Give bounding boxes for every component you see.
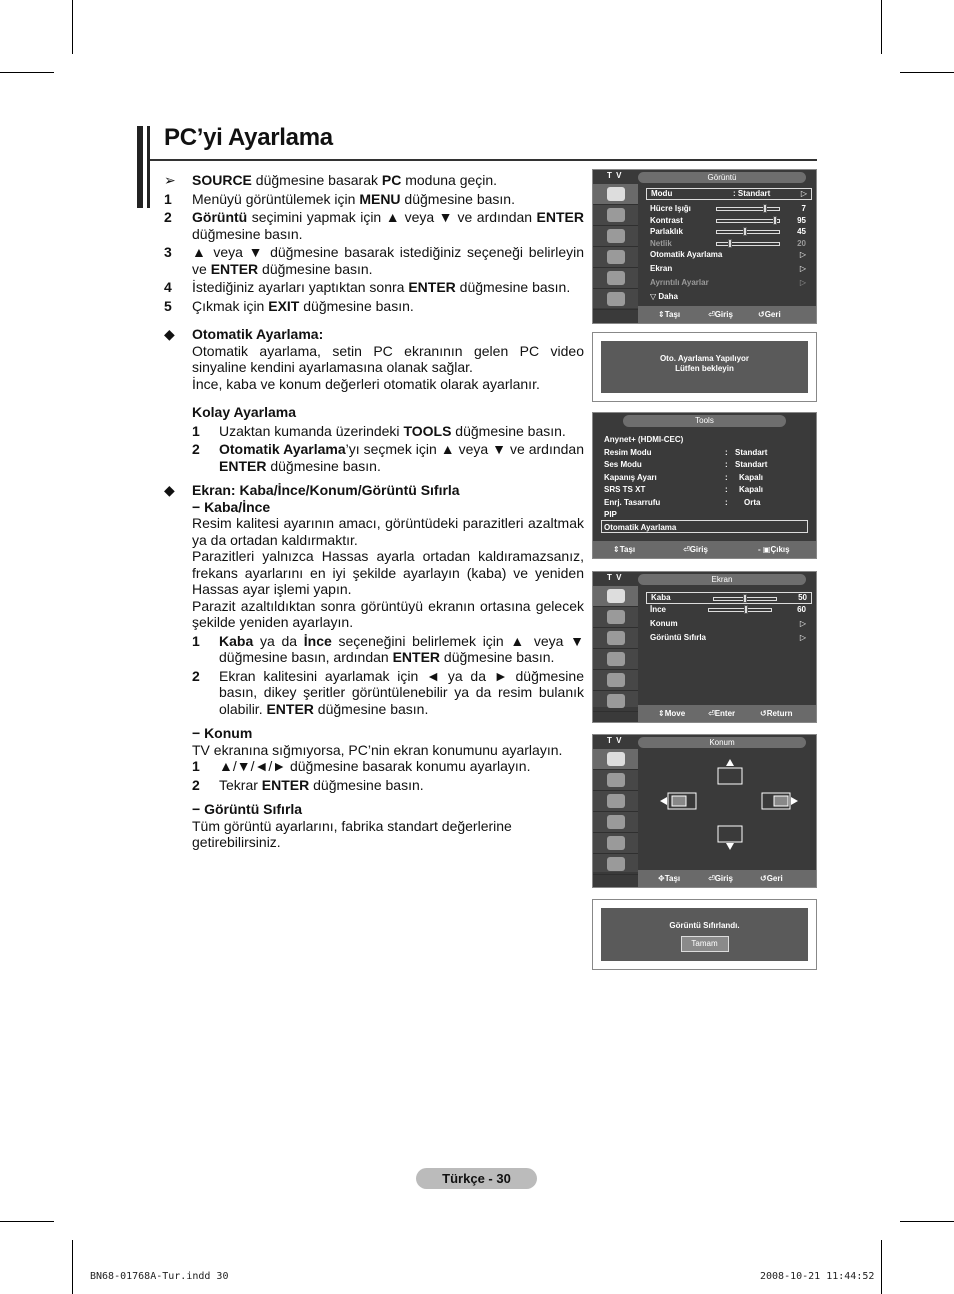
position-step-2 [192, 777, 584, 794]
step-text: ▲/▼/◄/► düğmesine basarak konumu ayarlayın. [219, 758, 531, 774]
move-hint: ✥ Taşı [658, 874, 681, 883]
enter-hint: ⏎ Giriş [708, 310, 733, 319]
step-4 [164, 279, 584, 296]
picture-icon[interactable] [593, 749, 638, 770]
arrow-icon: ➢ [164, 172, 176, 188]
paragraph: Tüm görüntü ayarlarını, fabrika standart değerlerine getirebilirsiniz. [192, 817, 512, 850]
step-text: düğmesine basın. [440, 649, 555, 665]
step-text: düğmesine basın. [309, 776, 424, 793]
menu-header: Konum [638, 737, 806, 748]
arrow-right-icon: ▷ [799, 619, 806, 628]
slider-row[interactable] [638, 215, 816, 227]
crop-mark [72, 0, 73, 54]
step-text: ’yı seçmek için ▲ veya ▼ ve ardından [345, 441, 584, 457]
slider-value: 60 [797, 605, 806, 614]
crop-mark [900, 1221, 954, 1222]
slider-value: 50 [798, 593, 807, 602]
item-label: Otomatik Ayarlama [650, 250, 723, 259]
osd-footer [638, 306, 816, 323]
menu-header: Tools [623, 415, 786, 427]
step-text: Görüntü [192, 209, 248, 225]
item-label: Modu [651, 189, 673, 198]
slider-row[interactable] [638, 226, 816, 238]
item-label: Kontrast [650, 215, 683, 225]
setup-icon[interactable] [593, 247, 638, 268]
step-text: Menüyü görüntülemek için [192, 190, 360, 207]
subheading: − Görüntü Sıfırla [192, 801, 303, 817]
osd-sidebar [593, 184, 638, 308]
tools-value: Kapalı [739, 485, 764, 494]
enter-hint: ⏎ Giriş [708, 874, 733, 883]
position-down-arrow[interactable] [718, 826, 742, 850]
channel-icon[interactable] [593, 226, 638, 247]
coarse-step-2 [192, 668, 584, 718]
section-heading: Otomatik Ayarlama: [192, 326, 324, 342]
step-text: düğmesine basın. [299, 297, 414, 314]
osd-footer [638, 705, 816, 722]
step-text: Otomatik Ayarlama [219, 441, 346, 457]
slider-knob[interactable] [743, 227, 747, 236]
menu-item-more[interactable] [638, 291, 816, 303]
auto-adjust-message [592, 332, 817, 402]
step-text: düğmesine basın. [266, 457, 381, 474]
tools-colon: : [725, 447, 728, 457]
paragraph: İnce, kaba ve konum değerleri otomatik olarak ayarlanır. [192, 375, 540, 392]
paragraph: Resim kalitesi ayarının amacı, görüntüdeki parazitleri azaltmak ya da ortadan kaldırmaktır. [192, 515, 584, 548]
slider-knob[interactable] [744, 605, 748, 614]
step-5 [164, 298, 584, 315]
tools-item[interactable]: Anynet+ (HDMI-CEC) [604, 435, 684, 444]
exit-hint: - ▣ Çıkış [758, 545, 790, 554]
step-text: ENTER [392, 649, 441, 665]
step-text: ENTER [261, 776, 310, 793]
step-number: 5 [164, 297, 172, 314]
screen-section [164, 482, 584, 631]
step-text: Çıkmak için [192, 297, 269, 314]
input-icon[interactable] [593, 268, 638, 289]
coarse-step-1 [192, 633, 584, 666]
crop-mark [881, 0, 882, 54]
diamond-bullet-icon: ◆ [164, 482, 175, 498]
picture-icon[interactable] [593, 586, 638, 607]
menu-item-mode[interactable] [646, 188, 812, 200]
input-icon[interactable] [593, 670, 638, 691]
step-text: düğmesine basın. [192, 225, 303, 242]
tools-item[interactable]: Enrj. Tasarrufu [604, 497, 661, 507]
step-text: İnce [303, 632, 332, 649]
slider-knob[interactable] [773, 216, 777, 225]
crop-mark [0, 72, 54, 73]
enter-hint: ⏎ Giriş [683, 545, 708, 554]
slider-knob[interactable] [728, 239, 732, 248]
step-text: düğmesine basın. [455, 279, 571, 295]
step-text: Kaba [219, 632, 254, 649]
menu-item-auto-adjust[interactable] [638, 249, 816, 261]
application-icon[interactable] [593, 854, 638, 875]
tv-label: T V [607, 171, 623, 180]
tools-item[interactable]: Resim Modu [604, 447, 652, 457]
slider-row[interactable] [638, 604, 816, 616]
tools-item[interactable]: PIP [604, 510, 617, 519]
application-icon[interactable] [593, 691, 638, 712]
menu-item-position[interactable] [638, 618, 816, 630]
paragraph: TV ekranına sığmıyorsa, PC’nin ekran konumunu ayarlayın. [192, 741, 563, 758]
slider-track [716, 230, 780, 234]
channel-icon[interactable] [593, 628, 638, 649]
subheading: Kolay Ayarlama [192, 404, 297, 420]
step-text: ENTER [408, 279, 456, 295]
file-slug: BN68-01768A-Tur.indd 30 [90, 1271, 229, 1282]
step-text: düğmesine basın. [313, 700, 429, 717]
step-text: Tekrar [219, 776, 262, 793]
step-text: seçeneğini belirlemek için ▲ veya ▼ düğmesine basın, ardından [219, 632, 584, 665]
step-text: ▲ veya ▼ düğmesine basarak istediğiniz seçeneği belirleyin ve [192, 244, 584, 277]
return-hint: ↺ Geri [760, 874, 783, 883]
step-2 [164, 209, 584, 242]
osd-footer [638, 870, 816, 887]
crop-mark [72, 1240, 73, 1294]
diamond-bullet-icon: ◆ [164, 326, 175, 342]
item-label: Netlik [650, 238, 672, 248]
tv-label: T V [607, 573, 623, 582]
step-number: 2 [192, 667, 200, 684]
paragraph: Parazitleri yalnızca Hassas ayarla ortadan kaldıramazsanız, frekans ayarlarını en iyi şekilde ayarlayın (kaba) ve yeniden Hassas ayar işlemi yapın. [192, 548, 584, 597]
crop-mark [900, 72, 954, 73]
step-text: TOOLS [403, 422, 452, 439]
step-number: 2 [192, 776, 200, 793]
osd-screen-menu [592, 571, 817, 723]
osd-sidebar [593, 749, 638, 872]
menu-item-detailed [638, 277, 816, 289]
tools-value: Standart [735, 447, 768, 457]
tools-item[interactable]: Kapanış Ayarı [604, 472, 657, 482]
step-text: ENTER [210, 260, 259, 277]
setup-icon[interactable] [593, 812, 638, 833]
instructions [164, 172, 584, 851]
slider-value: 95 [797, 215, 806, 225]
arrow-right-icon: ▷ [799, 633, 806, 642]
osd-picture-menu [592, 169, 817, 324]
menu-header: Görüntü [638, 172, 806, 183]
crop-mark [881, 1240, 882, 1294]
osd-sidebar [593, 586, 638, 707]
slider-track [716, 207, 780, 211]
message-text: Lütfen bekleyin [675, 364, 734, 373]
easy-step-1 [192, 423, 584, 440]
step-text: düğmesine basarak [251, 172, 382, 188]
menu-header: Ekran [638, 574, 806, 585]
return-hint: ↺ Return [760, 709, 793, 718]
tools-value: Orta [744, 497, 761, 507]
step-number: 2 [164, 209, 172, 225]
slider-row[interactable] [638, 203, 816, 215]
tools-colon: : [725, 485, 728, 494]
slider-knob[interactable] [763, 204, 767, 213]
page-number-badge: Türkçe - 30 [416, 1168, 537, 1189]
item-label: Konum [650, 619, 678, 628]
position-up-arrow[interactable] [718, 759, 742, 784]
item-label: Ayrıntılı Ayarlar [650, 278, 709, 287]
move-hint: ⇕ Taşı [658, 310, 681, 319]
osd-position-menu [592, 734, 817, 888]
osd-footer [593, 541, 816, 558]
step-1 [164, 191, 584, 208]
date-slug: 2008-10-21 11:44:52 [760, 1271, 875, 1282]
step-text: PC [381, 172, 402, 188]
step-text: MENU [359, 190, 401, 207]
arrow-right-icon: ▷ [799, 278, 806, 287]
slider-row[interactable] [638, 238, 816, 250]
setup-icon[interactable] [593, 649, 638, 670]
paragraph: Parazit azaltıldıktan sonra görüntüyü ekranın ortasına gelecek şekilde yeniden ayarlayın. [192, 597, 584, 630]
position-arrows [638, 749, 818, 872]
step-text: Uzaktan kumanda üzerindeki [219, 422, 404, 439]
title-rule [150, 159, 817, 161]
step-text: düğmesine basın. [451, 422, 566, 439]
application-icon[interactable] [593, 289, 638, 310]
page-title: PC’yi Ayarlama [164, 124, 333, 151]
step-number: 1 [192, 632, 200, 649]
sound-icon[interactable] [593, 205, 638, 226]
item-value: : Standart [733, 189, 771, 198]
tools-colon: : [725, 497, 728, 507]
tools-selection-box [601, 520, 808, 533]
slider-track [716, 242, 780, 246]
osd-tools-menu [592, 412, 817, 559]
step-number: 1 [164, 190, 172, 207]
message-panel [601, 908, 808, 961]
easy-step-2 [192, 441, 584, 474]
slider-row[interactable] [646, 592, 812, 604]
title-decoration [137, 126, 143, 208]
step-text: Ekran kalitesini ayarlamak için ◄ ya da ► düğmesine basın, dikey şeritler görüntülenebilir ya da resim bulanık olabilir. [219, 667, 584, 717]
sound-icon[interactable] [593, 770, 638, 791]
sound-icon[interactable] [593, 607, 638, 628]
crop-mark [0, 1221, 54, 1222]
subheading: − Konum [192, 725, 253, 741]
input-icon[interactable] [593, 833, 638, 854]
step-intro [164, 172, 584, 189]
step-text: ENTER [266, 700, 314, 717]
item-label: ▽ Daha [650, 292, 678, 301]
step-number: 4 [164, 279, 172, 295]
step-number: 1 [192, 758, 200, 774]
item-label: Parlaklık [650, 227, 683, 236]
slider-knob[interactable] [743, 594, 747, 603]
paragraph: Otomatik ayarlama, setin PC ekranının gelen PC video sinyaline kendini ayarlamasına olanak sağlar. [192, 342, 584, 375]
slider-value: 20 [797, 238, 806, 248]
tools-value: Kapalı [739, 472, 764, 482]
item-label: Ekran [650, 264, 673, 273]
step-text: moduna geçin. [401, 172, 498, 188]
step-text: EXIT [268, 297, 300, 314]
tools-item[interactable]: SRS TS XT [604, 485, 646, 494]
menu-item-image-reset[interactable] [638, 632, 816, 644]
move-hint: ⇕ Move [658, 709, 686, 718]
message-panel [601, 341, 808, 393]
step-text: ENTER [219, 457, 267, 474]
tools-colon: : [725, 472, 728, 482]
step-3 [164, 244, 584, 277]
item-label: İnce [650, 605, 667, 614]
item-label: Kaba [651, 593, 671, 602]
section-heading: Ekran: Kaba/İnce/Konum/Görüntü Sıfırla [192, 482, 460, 498]
tools-colon: : [725, 460, 728, 469]
step-number: 2 [192, 441, 200, 457]
subheading: − Kaba/İnce [192, 498, 271, 515]
step-text: ENTER [536, 209, 584, 225]
menu-item-screen[interactable] [638, 263, 816, 275]
arrow-right-icon: ▷ [800, 189, 807, 198]
step-text: SOURCE [192, 172, 252, 188]
item-label: Görüntü Sıfırla [650, 633, 706, 642]
position-right-arrow[interactable] [762, 793, 798, 809]
message-text: Oto. Ayarlama Yapılıyor [659, 354, 750, 363]
auto-adjust-section [164, 326, 584, 392]
reset-message [592, 899, 817, 970]
ok-button[interactable]: Tamam [681, 936, 729, 952]
tools-item[interactable]: Ses Modu [604, 460, 642, 469]
slider-value: 7 [801, 204, 806, 213]
channel-icon[interactable] [593, 791, 638, 812]
slider-value: 45 [797, 227, 806, 236]
step-text: düğmesine basın. [258, 260, 373, 277]
step-text: İstediğiniz ayarları yaptıktan sonra [192, 279, 409, 295]
step-text: seçimini yapmak için ▲ veya ▼ ve ardından [247, 209, 537, 225]
slider-track [708, 608, 772, 612]
picture-icon[interactable] [593, 184, 638, 205]
step-text: düğmesine basın. [400, 190, 515, 207]
arrow-right-icon: ▷ [799, 250, 806, 259]
tv-label: T V [607, 736, 623, 745]
arrow-right-icon: ▷ [799, 264, 806, 273]
move-hint: ⇕ Taşı [613, 545, 636, 554]
step-text: ya da [253, 632, 304, 649]
tools-value: Standart [735, 460, 768, 469]
step-number: 1 [192, 422, 200, 439]
step-number: 3 [164, 244, 172, 260]
return-hint: ↺ Geri [758, 310, 781, 319]
title-decoration [147, 126, 150, 208]
position-left-arrow[interactable] [660, 793, 696, 809]
item-label: Hücre Işığı [650, 204, 691, 213]
position-step-1 [192, 758, 584, 775]
slider-track [716, 219, 780, 223]
message-text: Görüntü Sıfırlandı. [669, 921, 740, 930]
enter-hint: ⏎ Enter [708, 709, 736, 718]
tools-item[interactable]: Otomatik Ayarlama [604, 522, 677, 532]
